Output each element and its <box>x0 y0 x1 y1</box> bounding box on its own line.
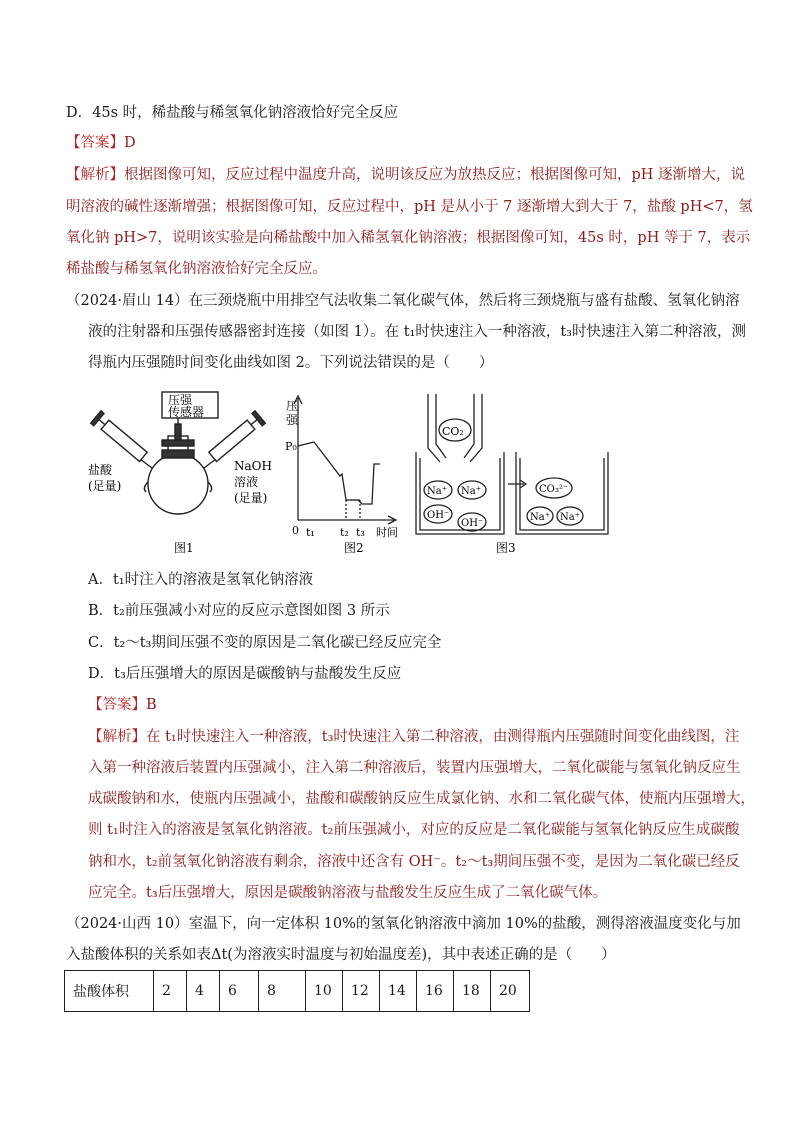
option-d-previous: D．45s 时，稀盐酸与稀氢氧化钠溶液恰好完全反应 <box>66 105 399 121</box>
fig2-tick-t1: t₁ <box>306 526 315 539</box>
answer-2 <box>88 695 157 715</box>
table-cell: 12 <box>343 971 380 1012</box>
analysis-2-line: 应完全。t₃后压强增大，原因是碳酸钠溶液与盐酸发生反应生成了二氧化碳气体。 <box>88 885 608 901</box>
analysis-text: 根据图像可知，反应过程中温度升高，说明该反应为放热反应；根据图像可知，pH 逐渐增大，说 <box>124 167 746 183</box>
fig3-ion: OH⁻ <box>427 510 450 521</box>
fig1-sensor-label: 压强 <box>168 393 193 407</box>
table-row <box>65 971 530 1012</box>
question-2-stem: 得瓶内压强随时间变化曲线如图 2。下列说法错误的是（ ） <box>88 355 494 371</box>
answer-label: 【答案】 <box>66 135 124 151</box>
analysis-1-line <box>66 165 745 185</box>
analysis-label: 【解析】 <box>88 729 146 745</box>
fig1-left-label: 盐酸 <box>88 463 113 477</box>
fig1-right-label: 溶液 <box>234 475 259 489</box>
table-cell: 18 <box>454 971 491 1012</box>
answer-value: B <box>146 697 157 713</box>
analysis-1-line: 稀盐酸与稀氢氧化钠溶液恰好完全反应。 <box>66 261 327 277</box>
table-cell: 10 <box>306 971 343 1012</box>
question-3-stem: （2024·山西 10）室温下，向一定体积 10%的氢氧化钠溶液中滴加 10%的盐酸，测得溶液温度变化与加 <box>66 916 741 932</box>
option-d: D．t₃后压强增大的原因是碳酸钠与盐酸发生反应 <box>88 666 402 682</box>
fig3-caption: 图3 <box>496 541 516 555</box>
fig3-ion: Na⁺ <box>427 486 447 497</box>
table-cell: 4 <box>187 971 220 1012</box>
fig2-caption: 图2 <box>344 541 364 555</box>
answer-value: D <box>124 135 136 151</box>
fig3-ion: Na⁺ <box>560 512 580 523</box>
question-2-figure <box>88 384 628 560</box>
fig3-ion: CO₃²⁻ <box>539 484 569 495</box>
fig3-gas-label: CO₂ <box>442 425 464 438</box>
fig2-tick-t2: t₂ <box>340 526 349 539</box>
figure-2-pressure-curve <box>294 396 396 524</box>
fig1-left-label: (足量) <box>88 479 122 493</box>
analysis-2-line: 成碳酸钠和水，使瓶内压强减小，盐酸和碳酸钠反应生成氯化钠、水和二氧化碳气体，使瓶内压强增大， <box>88 791 755 807</box>
fig2-ylabel: 强 <box>286 413 299 427</box>
analysis-1-line: 明溶液的碱性逐渐增强；根据图像可知，反应过程中，pH 是从小于 7 逐渐增大到大于 7，盐酸 pH<7，氢 <box>66 199 753 215</box>
table-cell: 14 <box>380 971 417 1012</box>
table-cell: 6 <box>220 971 259 1012</box>
fig2-tick-t3: t₃ <box>356 526 365 539</box>
fig3-ion: Na⁺ <box>530 512 550 523</box>
table-cell: 20 <box>491 971 530 1012</box>
analysis-2-line <box>88 727 739 747</box>
option-b: B．t₂前压强减小对应的反应示意图如图 3 所示 <box>88 603 390 619</box>
question-2-stem: （2024·眉山 14）在三颈烧瓶中用排空气法收集二氧化碳气体，然后将三颈烧瓶与盛有盐酸、氢氧化钠溶 <box>66 293 740 309</box>
answer-1 <box>66 133 136 153</box>
option-a: A．t₁时注入的溶液是氢氧化钠溶液 <box>88 572 314 588</box>
analysis-1-line: 氧化钠 pH>7，说明该实验是向稀盐酸中加入稀氢氧化钠溶液；根据图像可知，45s 时，pH 等于 7，表示 <box>66 230 751 246</box>
fig3-ion: OH⁻ <box>461 518 484 529</box>
fig1-right-label: NaOH <box>234 459 272 473</box>
answer-label: 【答案】 <box>88 697 146 713</box>
analysis-2-line: 入第一种溶液后装置内压强减小，注入第二种溶液后，装置内压强增大，二氧化碳能与氢氧化钠反应生 <box>88 760 741 776</box>
volume-table <box>64 970 530 1012</box>
fig2-p0-label: P₀ <box>285 440 297 453</box>
question-2-stem: 液的注射器和压强传感器密封连接（如图 1）。在 t₁时快速注入一种溶液，t₃时快速注入第二种溶液，测 <box>88 324 746 340</box>
fig1-sensor-label: 传感器 <box>168 405 205 419</box>
fig1-right-label: (足量) <box>234 491 268 505</box>
analysis-label: 【解析】 <box>66 167 124 183</box>
question-3-stem: 入盐酸体积的关系如表Δt(为溶液实时温度与初始温度差)，其中表述正确的是（ ） <box>66 947 616 963</box>
fig2-ylabel: 压 <box>286 399 299 413</box>
analysis-2-line: 钠和水，t₂前氢氧化钠溶液有剩余，溶液中还含有 OH⁻。t₂～t₃期间压强不变，是因为二氧化碳已经反 <box>88 854 740 870</box>
fig3-ion: Na⁺ <box>461 486 481 497</box>
analysis-2-line: 则 t₁时注入的溶液是氢氧化钠溶液。t₂前压强减小，对应的反应是二氧化碳能与氢氧化钠反应生成碳酸 <box>88 822 740 838</box>
fig2-origin: 0 <box>292 524 299 537</box>
fig1-caption: 图1 <box>174 541 194 555</box>
table-cell: 16 <box>417 971 454 1012</box>
fig2-xlabel: 时间 <box>376 526 398 539</box>
table-header-cell: 盐酸体积 <box>65 971 154 1012</box>
table-cell: 8 <box>259 971 306 1012</box>
table-cell: 2 <box>154 971 187 1012</box>
analysis-text: 在 t₁时快速注入一种溶液，t₃时快速注入第二种溶液，由测得瓶内压强随时间变化曲线图，注 <box>146 729 740 745</box>
option-c: C．t₂～t₃期间压强不变的原因是二氧化碳已经反应完全 <box>88 635 442 651</box>
